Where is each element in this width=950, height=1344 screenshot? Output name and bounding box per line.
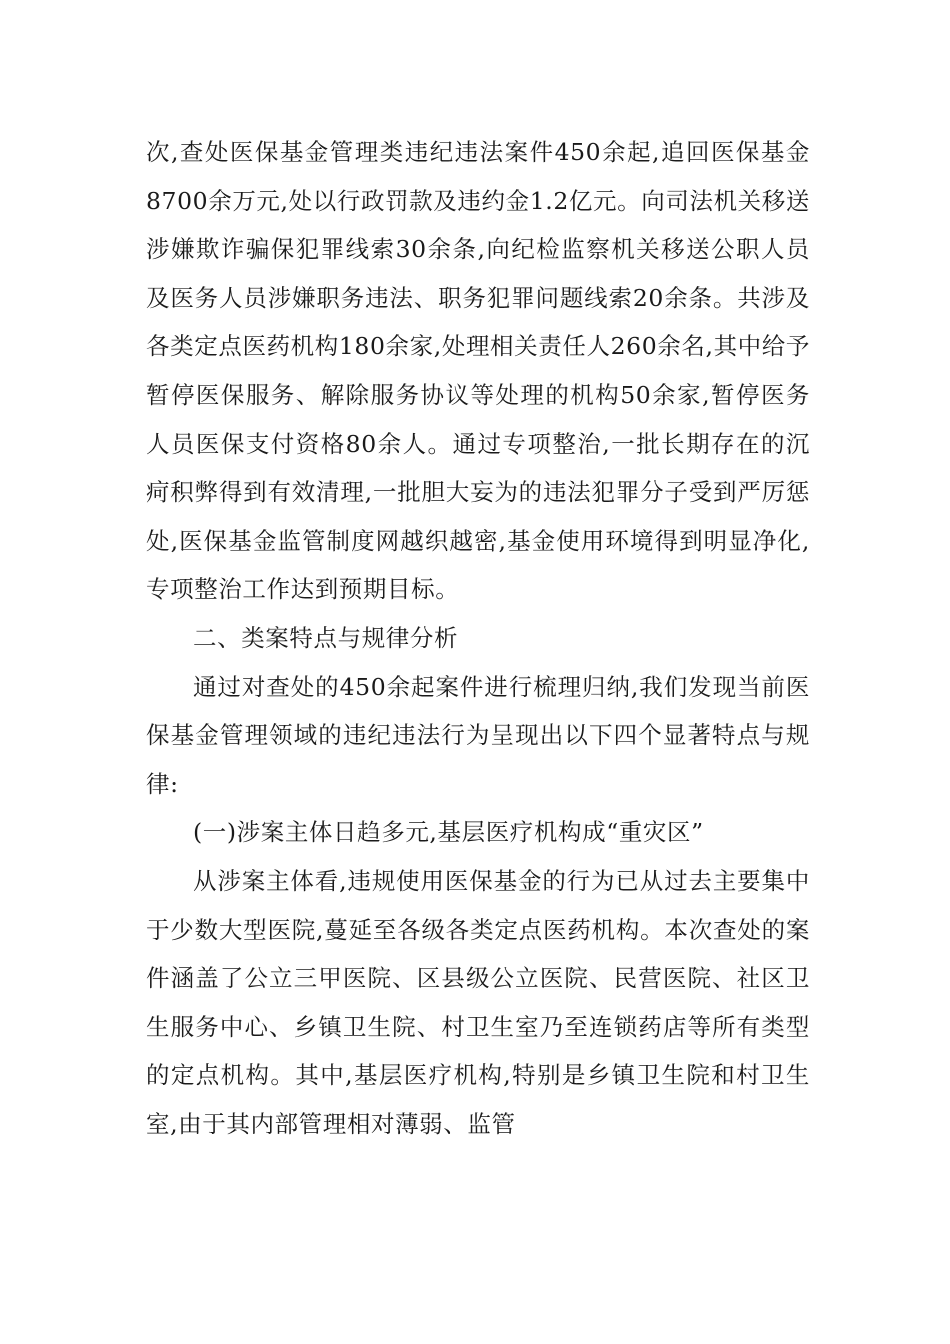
section-heading-analysis: 二、类案特点与规律分析 [193,623,459,652]
document-body [146,128,810,1148]
subsection-heading-subjects: (一)涉案主体日趋多元,基层医疗机构成“重灾区” [193,818,704,847]
paragraph-summary-results: 次,查处医保基金管理类违纪违法案件450余起,追回医保基金8700余万元,处以行政罚款及违约金1.2亿元。向司法机关移送涉嫌欺诈骗保犯罪线索30余条,向纪检监察机关移送公职人员及医务人员涉嫌职务违法、职务犯罪问题线索20余条。共涉及各类定点医药机构180余家,处理相关责任人260余名,其中给予暂停医保服务、解除服务协议等处理的机构50余家,暂停医务人员医保支付资格80余人。通过专项整治,一批长期存在的沉疴积弊得到有效清理,一批胆大妄为的违法犯罪分子受到严厉惩处,医保基金监管制度网越织越密,基金使用环境得到明显净化,专项整治工作达到预期目标。 [146,138,810,604]
paragraph-subjects-detail: 从涉案主体看,违规使用医保基金的行为已从过去主要集中于少数大型医院,蔓延至各级各类定点医药机构。本次查处的案件涵盖了公立三甲医院、区县级公立医院、民营医院、社区卫生服务中心、乡镇卫生院、村卫生室乃至连锁药店等所有类型的定点机构。其中,基层医疗机构,特别是乡镇卫生院和村卫生室,由于其内部管理相对薄弱、监管 [146,866,810,1138]
paragraph-analysis-intro: 通过对查处的450余起案件进行梳理归纳,我们发现当前医保基金管理领域的违纪违法行为呈现出以下四个显著特点与规律: [146,672,810,798]
